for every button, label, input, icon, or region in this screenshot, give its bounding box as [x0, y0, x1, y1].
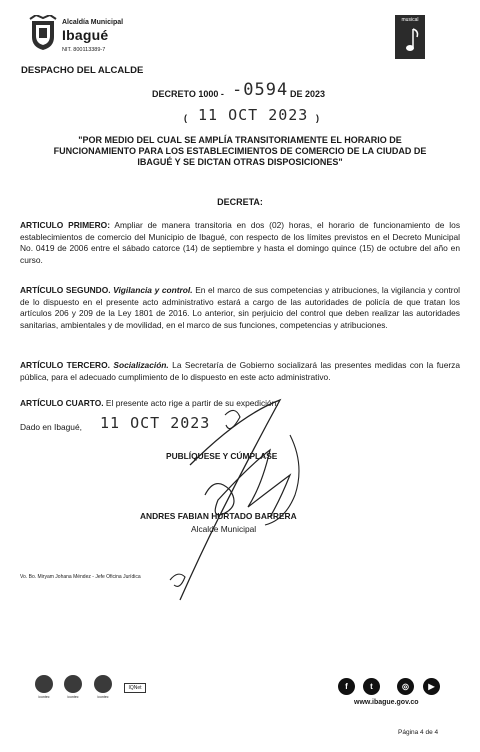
article-third-label: ARTÍCULO TERCERO.: [20, 360, 110, 370]
article-first-label: ARTICULO PRIMERO:: [20, 220, 110, 230]
iqnet-badge: IQNet: [124, 683, 146, 693]
certification-badge: [32, 673, 56, 703]
musical-logo: [395, 15, 425, 59]
given-in-label: Dado en Ibagué,: [20, 422, 82, 432]
certification-badge: [61, 673, 85, 703]
open-paren: (: [184, 113, 187, 123]
office-title: DESPACHO DEL ALCALDE: [21, 65, 144, 76]
youtube-icon[interactable]: ▶: [423, 678, 440, 695]
article-first: [20, 220, 460, 267]
article-second-heading: Vigilancia y control.: [110, 285, 193, 295]
article-third-heading: Socialización.: [109, 360, 169, 370]
article-second: [20, 285, 460, 332]
twitter-icon[interactable]: t: [363, 678, 380, 695]
website-link[interactable]: www.ibague.gov.co: [354, 699, 419, 706]
handwritten-signature: [130, 395, 350, 610]
closing-date-stamp: 11 OCT 2023: [100, 414, 211, 432]
certification-seal-icon: [35, 675, 53, 693]
musical-logo-text: musical: [401, 17, 419, 23]
certification-label: icontec: [97, 695, 109, 699]
signer-role: Alcalde Municipal: [191, 524, 257, 534]
decree-date-stamp: 11 OCT 2023: [198, 106, 309, 124]
article-third-text: La Secretaría de Gobierno socializará las presentes medidas con la fuerza pública, para el adecuado cumplimiento de lo dispuesto en este acto administrativo.: [20, 360, 460, 382]
certification-label: icontec: [38, 695, 50, 699]
article-first-text: Ampliar de manera transitoria en dos (02) horas, el horario de funcionamiento de los establecimientos de comercio del Municipio de Ibagué, con respecto de los límites previstos en el Decreto Municipal No. 0419 de 2006 entre el sábado catorce (14) de septiembre y hasta el domingo quince (15) de octubre del año en curso.: [20, 220, 461, 266]
city-crest-icon: [28, 15, 58, 51]
article-fourth-label: ARTÍCULO CUARTO.: [20, 398, 104, 408]
alcaldia-label: Alcaldía Municipal: [62, 19, 124, 26]
publish-label: PUBLÍQUESE Y CÚMPLASE: [166, 451, 278, 461]
facebook-icon[interactable]: f: [338, 678, 355, 695]
decreta-heading: DECRETA:: [217, 197, 263, 207]
decree-title: "POR MEDIO DEL CUAL SE AMPLÍA TRANSITORIAMENTE EL HORARIO DE FUNCIONAMIENTO PARA LOS ESTABLECIMIENTOS DE COMERCIO DE LA CIUDAD DE IBAGUÉ Y SE DICTAN OTRAS DISPOSICIONES": [53, 135, 427, 167]
article-third: [20, 360, 460, 383]
close-paren: ): [316, 113, 319, 123]
decree-label: DECRETO 1000 -: [152, 89, 224, 99]
certification-seal-icon: [94, 675, 112, 693]
city-name: Ibagué: [62, 27, 109, 43]
certification-badge: [91, 673, 115, 703]
signer-name: ANDRES FABIAN HURTADO BARRERA: [140, 511, 297, 521]
article-fourth-text: El presente acto rige a partir de su expedición.: [103, 398, 279, 408]
decree-year: DE 2023: [290, 89, 326, 99]
certification-seal-icon: [64, 675, 82, 693]
certification-label: icontec: [67, 695, 79, 699]
instagram-icon[interactable]: ◎: [397, 678, 414, 695]
page-number: Página 4 de 4: [398, 729, 439, 736]
approval-note: Vo. Bo. Miryam Johana Méndez - Jefe Oficina Jurídica: [20, 574, 141, 580]
decree-number-stamp: -0594: [232, 80, 289, 100]
article-second-text: En el marco de sus competencias y atribuciones, la vigilancia y control de lo dispuesto en el presente acto administrativo estará a cargo de las autoridades de policía de que tratan los artículos 206 y 209 de la Ley 1801 de 2016. Lo anterior, sin perjuicio del control que deben realizar las autoridades sanitarias, ambientales y de movilidad, en el marco de sus funciones, competencias y atribuciones.: [20, 285, 460, 331]
nit-label: NIT. 800113389-7: [62, 47, 106, 53]
article-second-label: ARTÍCULO SEGUNDO.: [20, 285, 111, 295]
